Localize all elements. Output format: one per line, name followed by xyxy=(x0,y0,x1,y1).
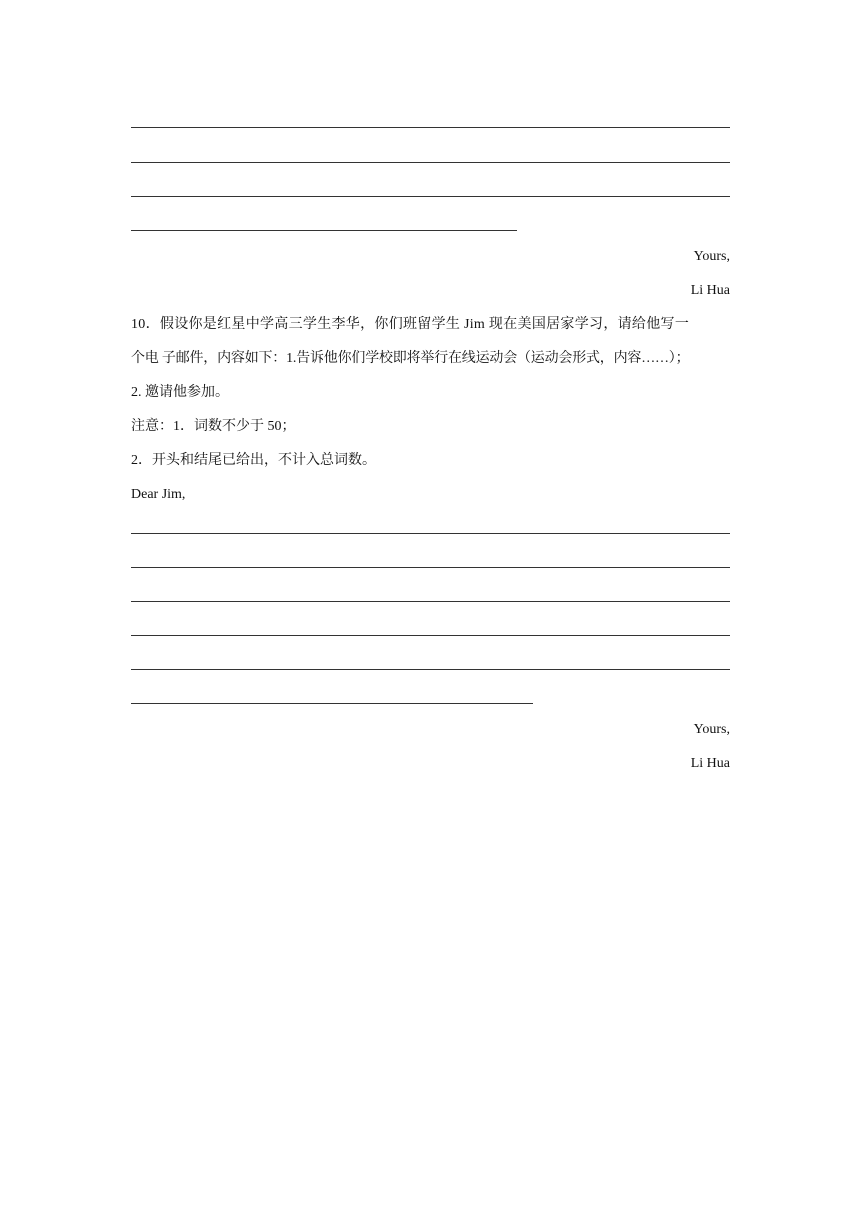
closing-yours: Yours, xyxy=(693,722,730,737)
writing-line xyxy=(131,533,730,534)
note-word-count: 注意：1．词数不少于 50； xyxy=(131,419,296,434)
question-10-line-3: 2. 邀请他参加。 xyxy=(131,385,229,400)
writing-line xyxy=(131,703,533,704)
closing-yours: Yours, xyxy=(693,249,730,264)
writing-line xyxy=(131,230,517,231)
question-10-line-2: 个电 子邮件，内容如下：1.告诉他你们学校即将举行在线运动会（运动会形式，内容……）； xyxy=(131,351,690,366)
writing-line xyxy=(131,669,730,670)
writing-line xyxy=(131,635,730,636)
writing-line xyxy=(131,601,730,602)
writing-line xyxy=(131,567,730,568)
writing-line xyxy=(131,196,730,197)
signature: Li Hua xyxy=(690,756,730,771)
note-format: 2．开头和结尾已给出，不计入总词数。 xyxy=(131,453,376,468)
salutation: Dear Jim, xyxy=(131,487,186,502)
writing-line xyxy=(131,127,730,128)
writing-line xyxy=(131,162,730,163)
question-10-line-1: 10．假设你是红星中学高三学生李华，你们班留学生 Jim 现在美国居家学习，请给他写一 xyxy=(131,317,690,332)
signature: Li Hua xyxy=(690,283,730,298)
